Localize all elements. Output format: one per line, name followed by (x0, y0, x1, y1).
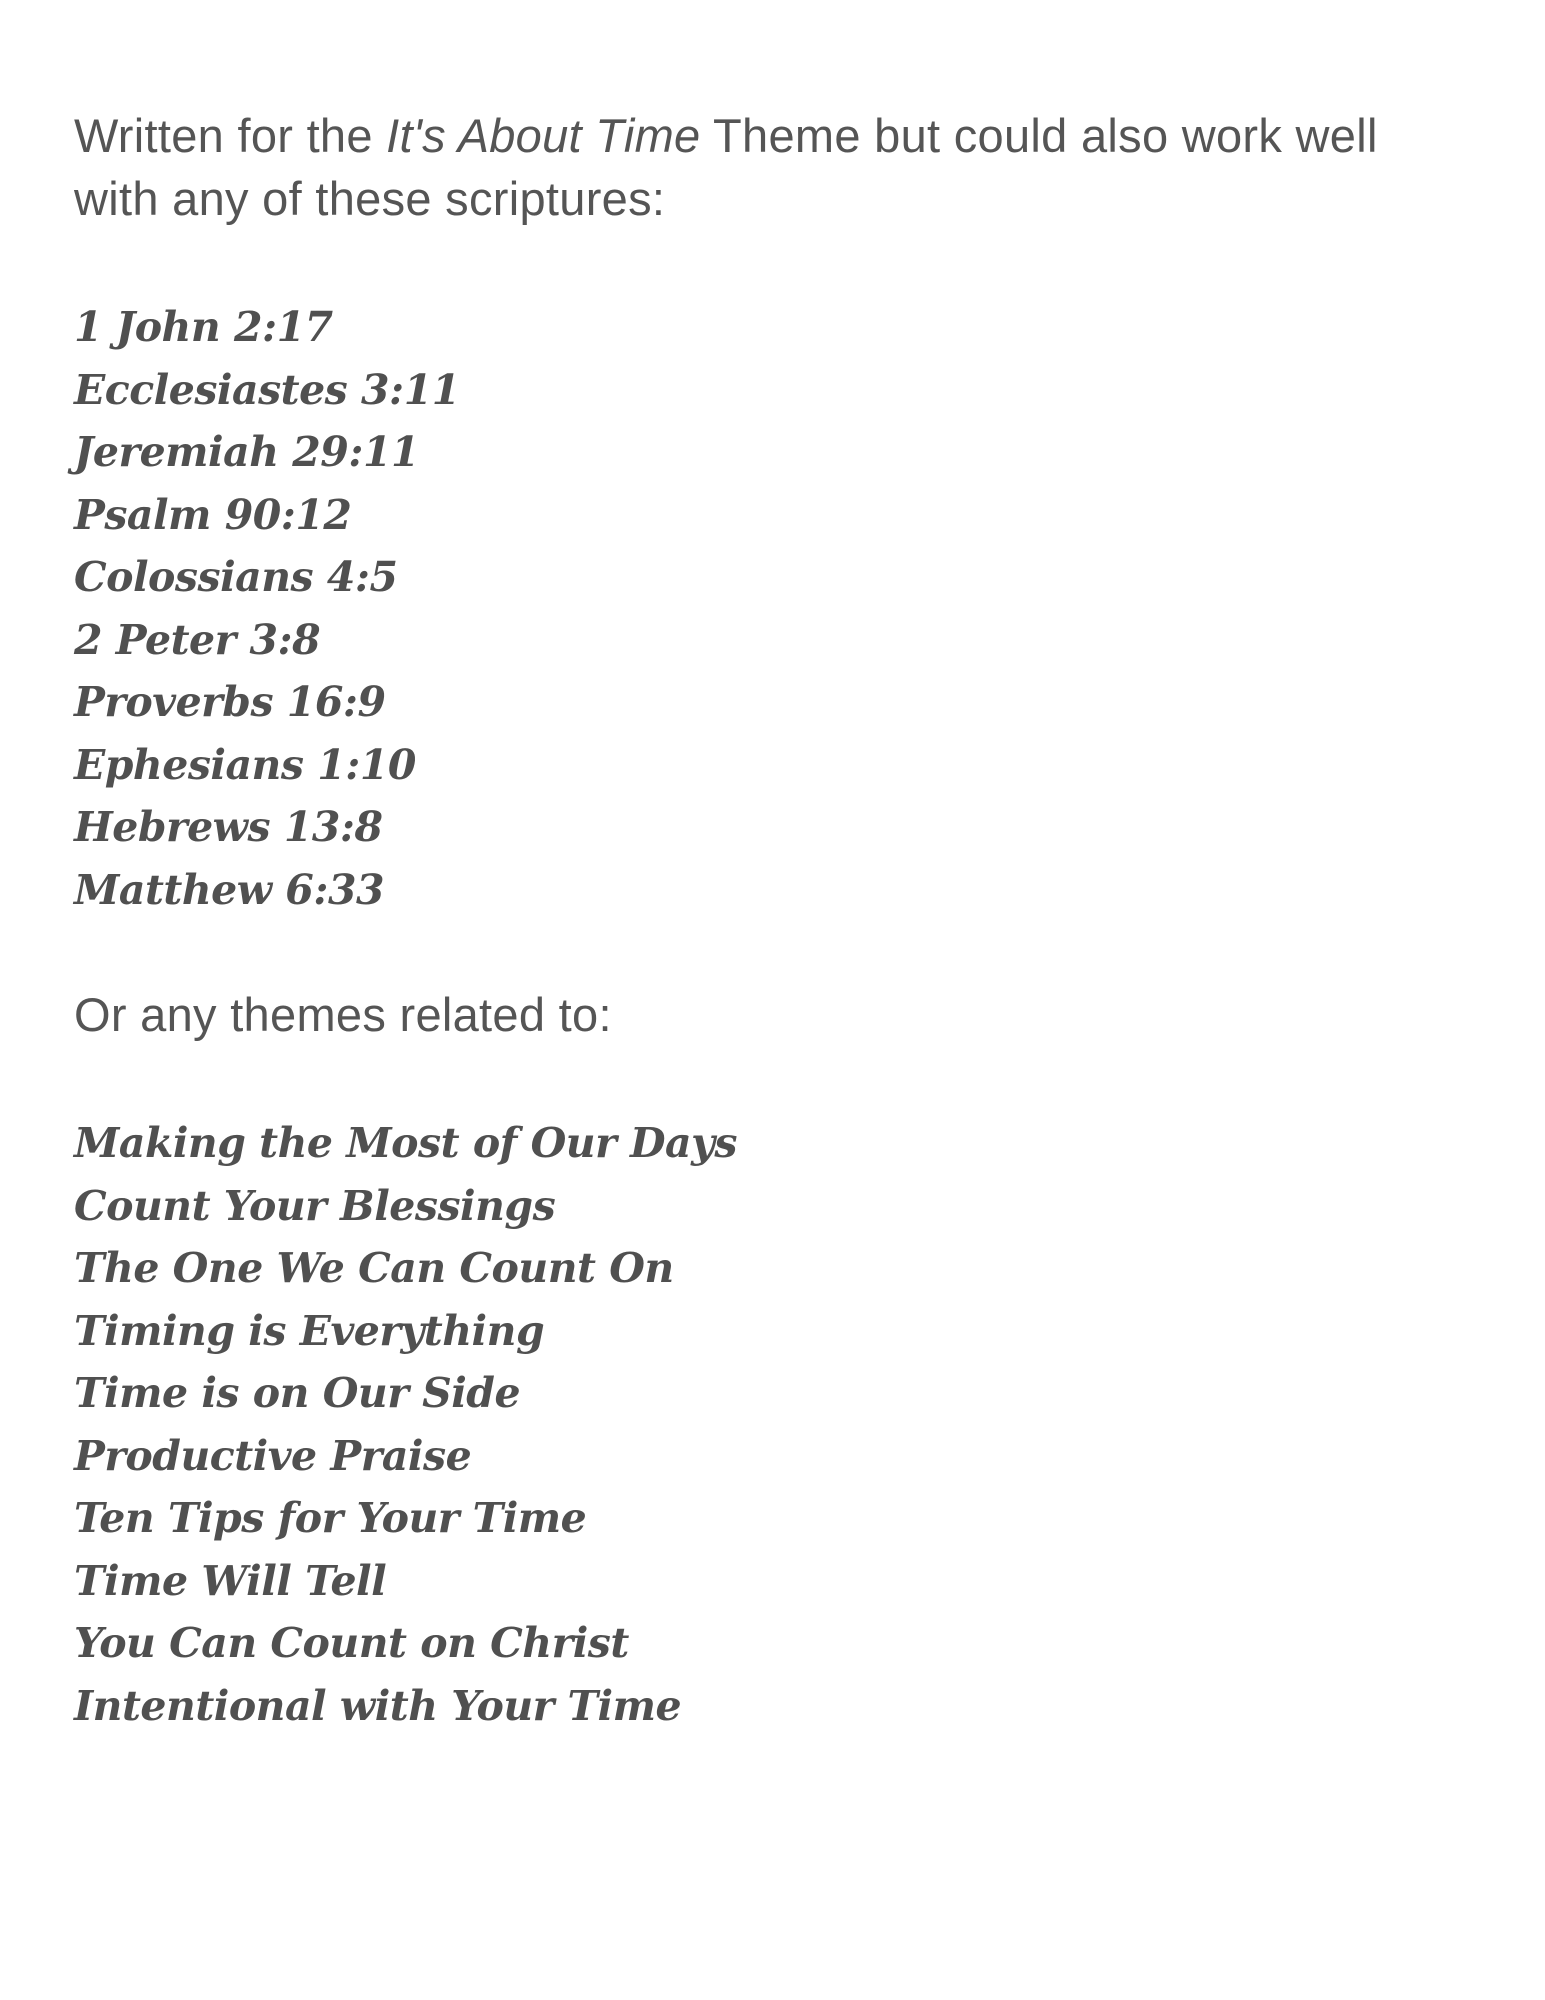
scripture-item: Proverbs 16:9 (74, 678, 386, 726)
intro-prefix: Written for the (74, 109, 387, 162)
scripture-item: Ephesians 1:10 (74, 740, 416, 789)
theme-list (74, 1112, 1474, 1737)
scripture-list (74, 296, 1474, 921)
theme-title: It's About Time (386, 109, 701, 162)
scripture-item: Ecclesiastes 3:11 (74, 365, 460, 414)
theme-item: Time Will Tell (74, 1556, 387, 1605)
document-body (74, 104, 1474, 1737)
scripture-item: 1 John 2:17 (74, 303, 333, 351)
scripture-item: Colossians 4:5 (74, 553, 398, 601)
theme-item: You Can Count on Christ (74, 1619, 629, 1667)
intro-suffix: Theme but could also work well with any of these scriptures: (74, 109, 1378, 225)
scripture-item: Hebrews 13:8 (74, 803, 383, 851)
theme-item: Intentional with Your Time (74, 1681, 682, 1730)
scripture-item: Matthew 6:33 (74, 865, 385, 914)
theme-item: The One We Can Count On (74, 1244, 674, 1292)
theme-item: Ten Tips for Your Time (74, 1494, 587, 1542)
scripture-item: 2 Peter 3:8 (74, 615, 321, 664)
theme-item: Making the Most of Our Days (74, 1119, 737, 1167)
themes-heading: Or any themes related to: (74, 988, 612, 1041)
scripture-item: Jeremiah 29:11 (74, 428, 420, 476)
theme-item: Count Your Blessings (74, 1181, 556, 1230)
theme-item: Time is on Our Side (74, 1369, 521, 1417)
theme-item: Timing is Everything (74, 1306, 545, 1355)
scripture-item: Psalm 90:12 (74, 490, 352, 539)
theme-item: Productive Praise (74, 1431, 472, 1480)
intro-paragraph (74, 104, 1474, 230)
